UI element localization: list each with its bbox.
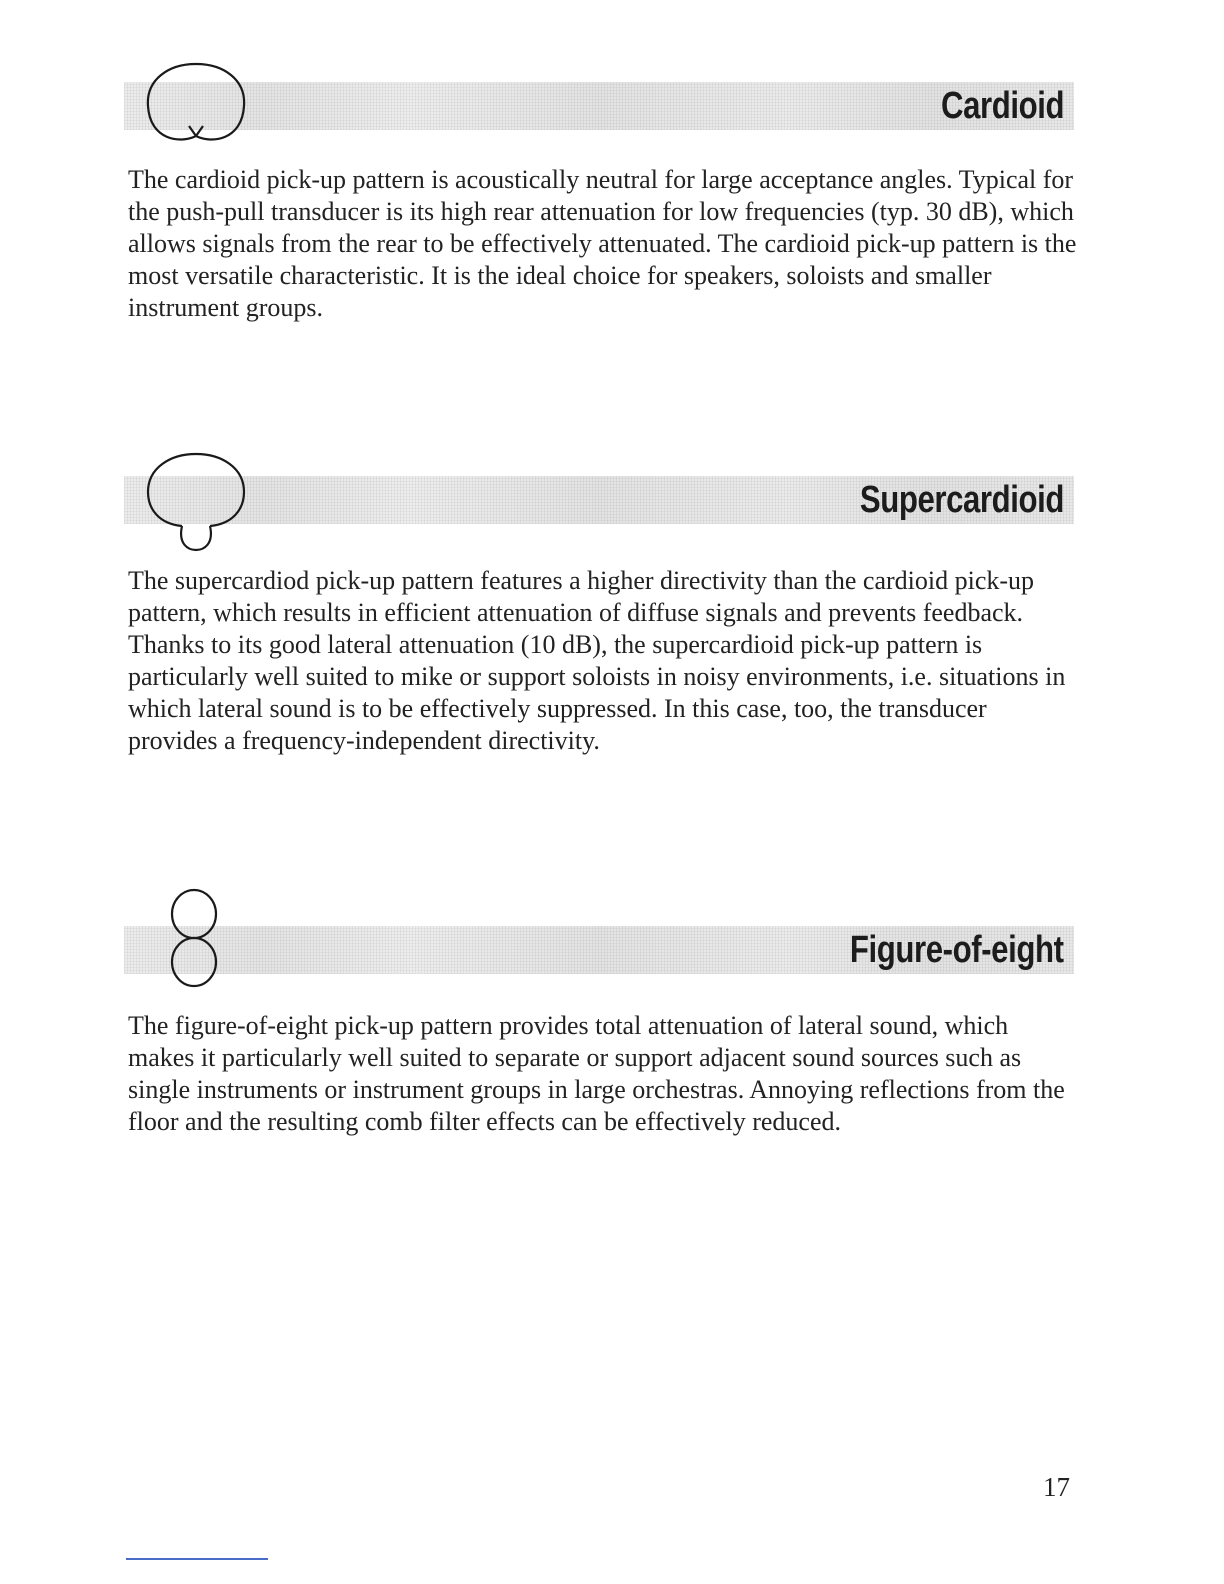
footer-rule (126, 1558, 268, 1560)
supercardioid-banner (124, 476, 1074, 524)
figure-of-eight-pattern-icon (164, 888, 224, 988)
supercardioid-heading: Supercardioid (859, 479, 1064, 521)
cardioid-heading: Cardioid (940, 85, 1064, 127)
page-number: 17 (1043, 1472, 1070, 1502)
supercardioid-pattern-icon (142, 450, 250, 554)
figure-of-eight-banner (124, 926, 1074, 974)
cardioid-description: The cardioid pick-up pattern is acoustically neutral for large acceptance angles. Typical for the push-pull transducer is its high rear attenuation for low frequencies (typ. 30 dB), which allows signals from the rear to be effectively attenuated. The cardioid pick-up pattern is the most versatile characteristic. It is the ideal choice for speakers, soloists and smaller instrument groups. (128, 165, 1077, 322)
figure-of-eight-heading: Figure-of-eight (850, 929, 1064, 971)
cardioid-banner (124, 82, 1074, 130)
supercardioid-description: The supercardiod pick-up pattern features a higher directivity than the cardioid pick-up pattern, which results in efficient attenuation of diffuse signals and prevents feedback. Thanks to its good lateral attenuation (10 dB), the supercardioid pick-up pattern is particularly well suited to mike or support soloists in noisy environments, i.e. situations in which lateral sound is to be effectively suppressed. In this case, too, the transducer provides a frequency-independent directivity. (128, 566, 1066, 755)
figure-of-eight-description: The figure-of-eight pick-up pattern provides total attenuation of lateral sound, which makes it particularly well suited to separate or support adjacent sound sources such as single instruments or instrument groups in large orchestras. Annoying reflections from the floor and the resulting comb filter effects can be effectively reduced. (128, 1011, 1065, 1136)
cardioid-pattern-icon (140, 58, 252, 146)
